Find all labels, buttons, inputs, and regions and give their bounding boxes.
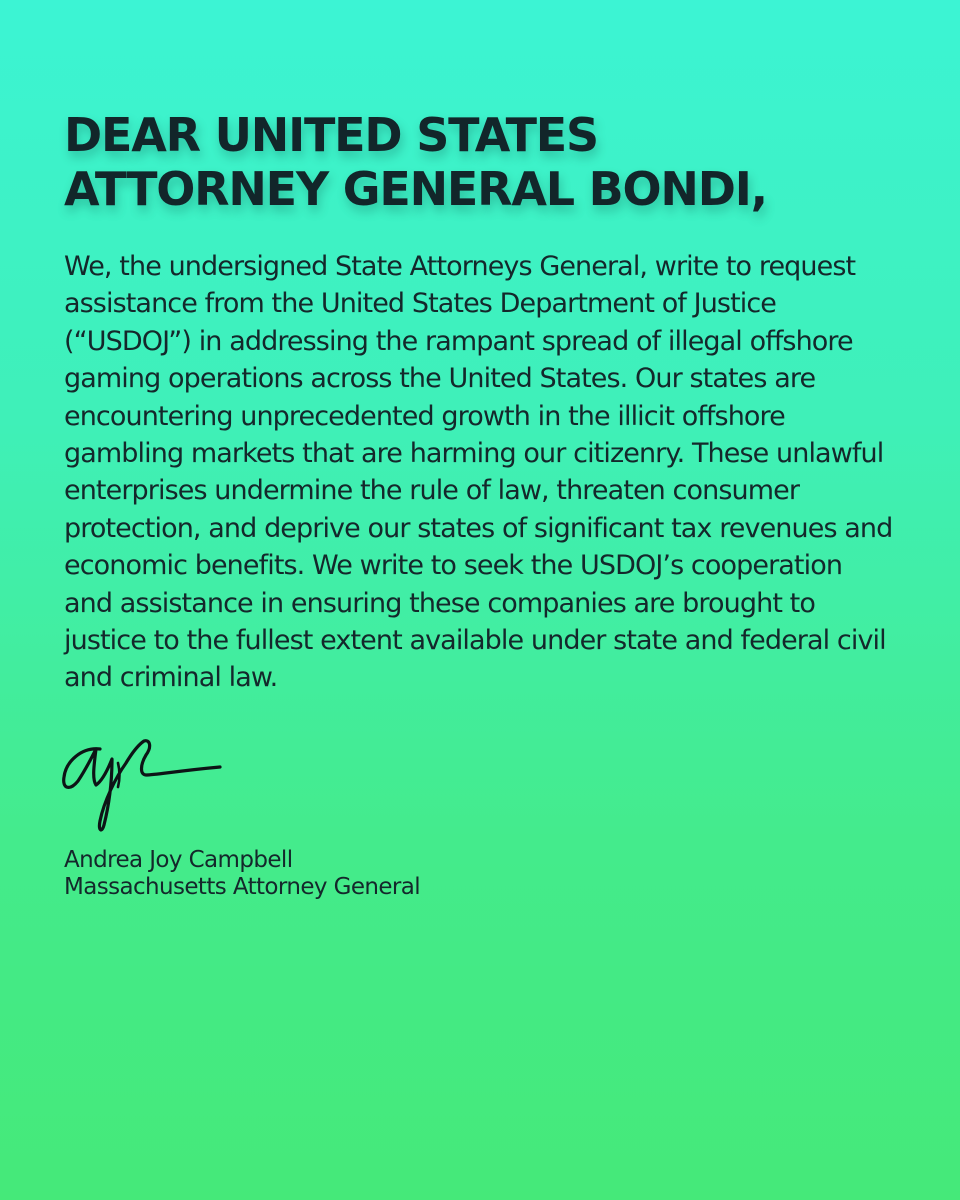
salutation-line-2: ATTORNEY GENERAL BONDI, (64, 162, 767, 216)
letter-body: We, the undersigned State Attorneys General, write to request assistance from the United States Department of Justice (“USDOJ”) in addressing the rampant spread of illegal offshore gaming operations across the United States. Our states are encountering unprecedented growth in the illicit offshore gambling markets that are harming our citizenry. These unlawful enterprises undermine the rule of law, threaten consumer protection, and deprive our states of significant tax revenues and economic benefits. We write to seek the USDOJ’s cooperation and assistance in ensuring these companies are brought to justice to the fullest extent available under state and federal civil and criminal law. (64, 251, 893, 694)
salutation-line-1: DEAR UNITED STATES (64, 108, 598, 162)
signer-name: Andrea Joy Campbell (64, 846, 293, 873)
signer-title: Massachusetts Attorney General (64, 873, 421, 900)
letter-salutation (64, 108, 914, 216)
signer-block (64, 847, 914, 901)
signature-icon (60, 719, 240, 839)
letter-card (64, 108, 914, 901)
